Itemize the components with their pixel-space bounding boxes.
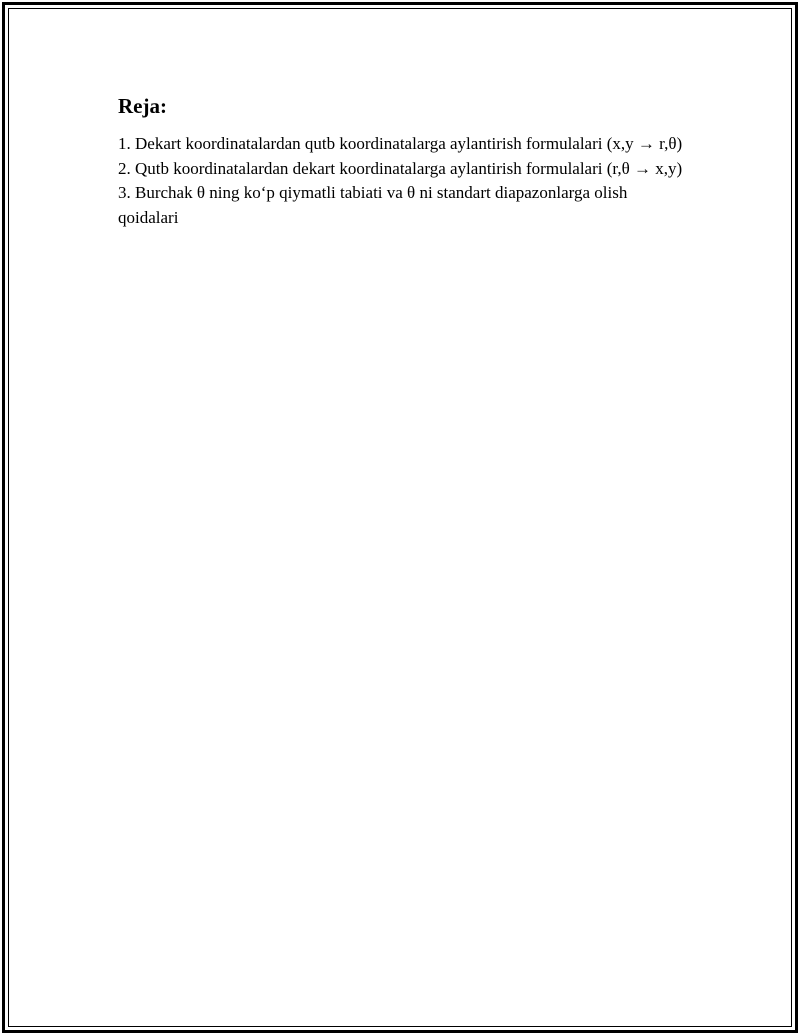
page-content — [118, 92, 688, 230]
plan-list — [118, 132, 688, 230]
plan-item-3: 3. Burchak θ ning ko‘p qiymatli tabiati va θ ni standart diapazonlarga olish qoidalari — [118, 183, 628, 227]
plan-item-1: 1. Dekart koordinatalardan qutb koordinatalarga aylantirish formulalari (x,y → r,θ) — [118, 134, 683, 153]
plan-item-2: 2. Qutb koordinatalardan dekart koordinatalarga aylantirish formulalari (r,θ → x,y) — [118, 158, 683, 178]
plan-heading: Reja: — [118, 94, 167, 118]
